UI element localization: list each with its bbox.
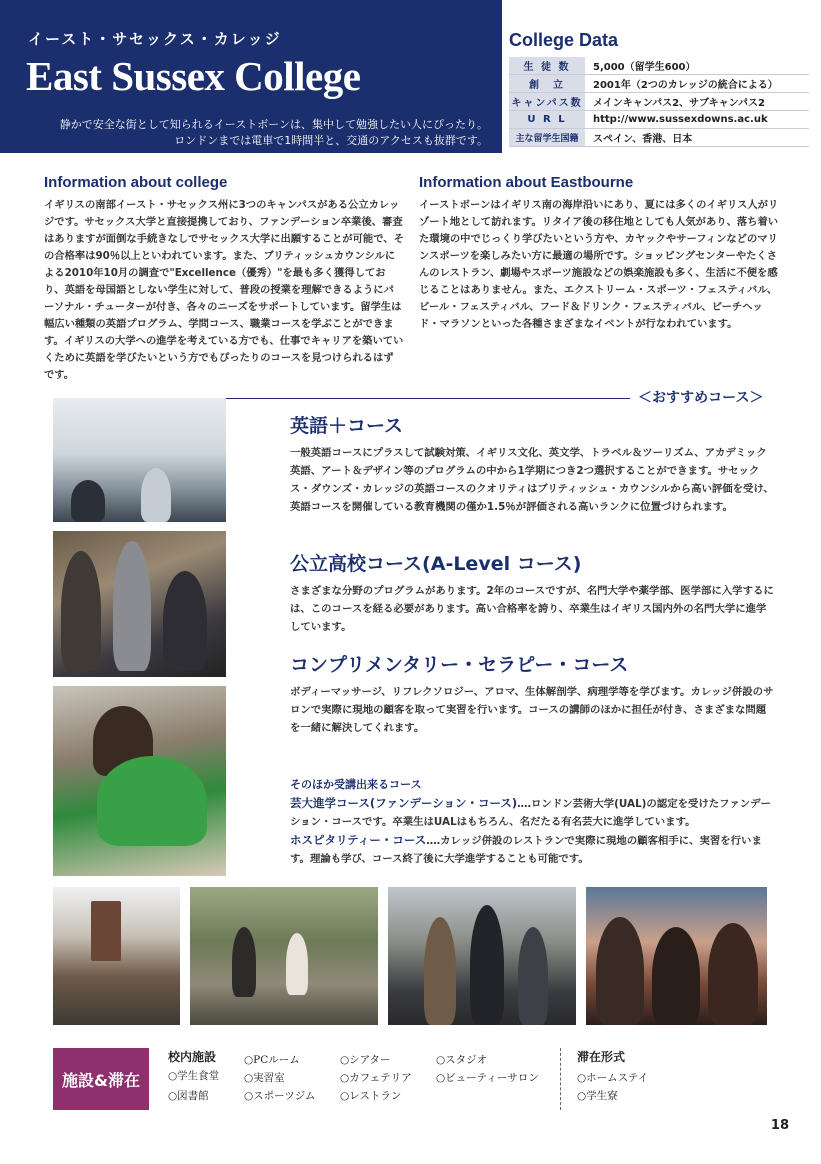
data-value: 2001年（2つのカレッジの統合による） (593, 80, 778, 91)
info-eastbourne-section (419, 174, 781, 333)
data-key: 生 徒 数 (509, 57, 585, 74)
facility-item: ○学生食堂 (168, 1070, 220, 1082)
street-students-photo (388, 887, 576, 1025)
course-body: ボディーマッサージ、リフレクソロジー、アロマ、生体解剖学、病理学等を学びます。カレッジ併設のサロンで実際に現地の顧客を取って実習を行います。コースの講師のほかに担任が付き、さまざまな問題を一緒に解決してくれます。 (290, 686, 774, 734)
info-college-title: Information about college (44, 174, 228, 191)
other-course-desc: ‥‥カレッジ併設のレストランで実際に現地の顧客相手に、実習を行います。理論も学び、コース終了後に大学進学することも可能です。 (290, 835, 762, 865)
info-college-body: イギリスの南部イースト・サセックス州に3つのキャンパスがある公立カレッジです。サセックス大学と直接提携しており、ファンデーション卒業後、審査はありますが面倒な手続きなしでサセックス大学に出願することが可能で、その合格率は90％以上といわれています。また、ブリティッシュカウンシルによる2010年10月の調査で"Excellence（優秀）"を最も多く獲得しており、英語を母国語としない学生に対して、普段の授業を理解できるようにパーソナル・チューターが付き、各々のニーズをサポートしています。留学生は幅広い種類の英語プログラム、学問コース、職業コースを学ぶことができます。イギリスの大学への進学を考えている方でも、仕事でキャリアを築いていくために英語を学びたいという方でもぴったりのコースを見つけられるはずです。 (44, 199, 404, 381)
facility-item: ○スポーツジム (244, 1090, 316, 1102)
data-key: U R L (509, 111, 585, 128)
data-row (509, 75, 809, 93)
other-course-item (290, 794, 780, 831)
recommend-label: ＜おすすめコース＞ (638, 390, 764, 406)
other-course-item (290, 831, 780, 868)
stay-type-title: 滞在形式 (577, 1050, 626, 1064)
course-title: 英語＋コース (290, 415, 404, 437)
lead-text (18, 117, 488, 149)
facility-item: ○カフェテリア (340, 1072, 412, 1084)
other-course-name: ホスピタリティー・コース (290, 833, 427, 847)
stay-divider (560, 1048, 561, 1110)
course-body: 一般英語コースにプラスして試験対策、イギリス文化、英文学、トラベル＆ツーリズム、アカデミック英語、アート＆デザイン等のプログラムの中から1学期につき2つ選択することができます。サセックス・ダウンズ・カレッジの英語コースのクオリティはブリティッシュ・カウンシルから高い評価を受け、英語コースを開催している教育機関の僅か1.5％が評価される高いランクに位置づけられます。 (290, 447, 774, 513)
course-a-level (290, 549, 775, 636)
facility-item: ○PCルーム (244, 1054, 300, 1066)
info-college-section (44, 174, 404, 384)
other-courses (290, 776, 780, 868)
college-data-table (509, 30, 809, 147)
title-japanese: イースト・サセックス・カレッジ (28, 30, 282, 48)
page-title: East Sussex College (26, 53, 361, 99)
stay-item: ○学生寮 (577, 1090, 618, 1102)
computer-lab-photo (53, 398, 226, 522)
page-number: 18 (770, 1118, 789, 1133)
stay-item: ○ホームステイ (577, 1072, 649, 1084)
data-row (509, 93, 809, 111)
data-row (509, 111, 809, 129)
data-row (509, 57, 809, 75)
other-courses-heading: そのほか受講出来るコース (290, 778, 422, 791)
college-data-title: College Data (509, 30, 619, 50)
course-title: 公立高校コース(A-Level コース) (290, 553, 582, 575)
data-value: 5,000（留学生600） (593, 62, 696, 73)
info-eastbourne-title: Information about Eastbourne (419, 174, 634, 191)
facility-item: ○レストラン (340, 1090, 402, 1102)
data-key: キャンパス数 (509, 93, 585, 110)
campus-facilities-title: 校内施設 (168, 1050, 217, 1064)
data-value-url[interactable]: http://www.sussexdowns.ac.uk (593, 114, 768, 125)
course-body: さまざまな分野のプログラムがあります。2年のコースですが、名門大学や薬学部、医学部に入学するには、このコースを経る必要があります。高い合格率を誇り、卒業生はイギリス国内外の名門大学に進学しています。 (290, 585, 774, 633)
other-course-desc: ‥‥ロンドン芸術大学(UAL)の認定を受けたファンデーション・コースです。卒業生はUALはもちろん、名だたる有名芸大に進学しています。 (290, 798, 771, 828)
facility-item: ○図書館 (168, 1090, 209, 1102)
facility-item: ○シアター (340, 1054, 391, 1066)
header-banner (0, 0, 502, 153)
data-key: 創 立 (509, 75, 585, 92)
facility-item: ○実習室 (244, 1072, 285, 1084)
other-course-name: 芸大進学コース(ファンデーション・コース) (290, 796, 518, 810)
course-english-plus (290, 411, 775, 516)
facilities-label: 施設&滞在 (53, 1048, 149, 1110)
student-studying-photo (53, 686, 226, 876)
lead-line-1: 静かで安全な街として知られるイーストボーンは、集中して勉強したい人にぴったり。 (59, 118, 488, 131)
course-complementary-therapy (290, 650, 775, 737)
data-row (509, 129, 809, 147)
facility-item: ○スタジオ (436, 1054, 488, 1066)
data-value: メインキャンパス2、サブキャンパス2 (593, 98, 765, 109)
facility-item: ○ビューティーサロン (436, 1072, 539, 1084)
lead-line-2: ロンドンまでは電車で1時間半と、交通のアクセスも抜群です。 (174, 134, 488, 147)
festival-faces-photo (586, 887, 767, 1025)
campus-building-photo (53, 887, 180, 1025)
info-eastbourne-body: イーストボーンはイギリス南の海岸沿いにあり、夏には多くのイギリス人がリゾート地として訪れます。リタイア後の移住地としても人気があり、落ち着いた環境の中でじっくり学びたいという方や、カヤックやサーフィンなどのマリンスポーツを楽しみたい方に最適の場所です。ショッピングセンターやたくさんのレストラン、劇場やスポーツ施設などの娯楽施設も多く、生活に不便を感じることはありません。また、エクストリーム・スポーツ・フェスティバル、ビール・フェスティバル、フード＆ドリンク・フェスティバル、ビーチヘッド・マラソンといった各種さまざまなイベントが行なわれています。 (419, 199, 779, 330)
data-value: スペイン、香港、日本 (593, 134, 693, 145)
garden-ruins-photo (190, 887, 378, 1025)
data-key: 主な留学生国籍 (509, 129, 585, 146)
course-title: コンプリメンタリー・セラピー・コース (290, 654, 629, 676)
students-cafe-photo (53, 531, 226, 677)
